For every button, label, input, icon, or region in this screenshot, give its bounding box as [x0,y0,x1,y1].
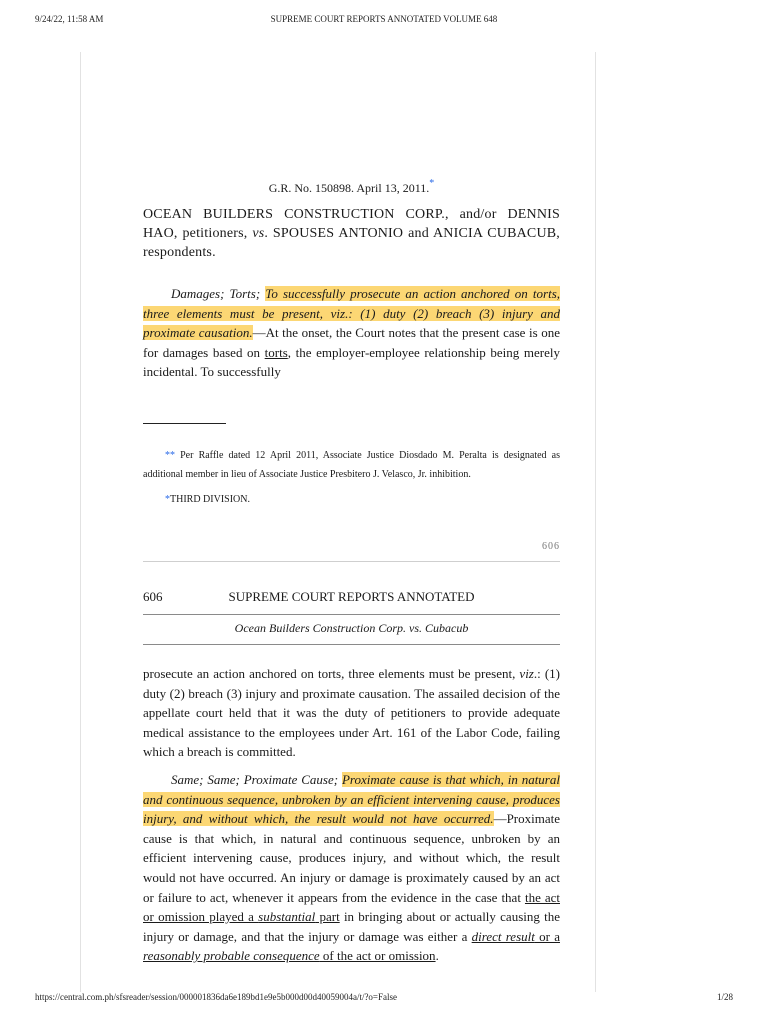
highlight-text: Proximate cause is that which, in natural and continuous sequence, unbroken by an efficient intervening cause, produces injury, and without which, the result would not have occurred. [143,772,560,827]
print-page-count: 1/28 [716,992,733,1002]
case-short-title: Ocean Builders Construction Corp. vs. Cubacub [234,621,469,635]
u2-mid: or a [534,928,560,944]
case-parties [143,205,560,262]
running-header [143,589,560,609]
syllabus-text-end: . [435,948,439,964]
print-title: SUPREME COURT REPORTS ANNOTATED VOLUME 648 [270,14,498,24]
syllabus-paragraph-2 [143,770,560,966]
footnote-text: THIRD DIVISION. [170,494,250,505]
u1-end: part [315,909,340,925]
page-number-marker: 606 [542,541,560,552]
vs-label: vs [252,226,265,241]
syllabus-text: —Proximate cause is that which, in natural and continuous sequence, unbroken by an efficient intervening cause, produces injury, and without which, the result would not have occurred. An injury or damage is proximately caused by an act or failure to act, whenever it appears from the evidence in the case that [143,811,560,905]
running-subtitle-rule [143,644,560,645]
footnote-marker[interactable]: * [165,494,170,505]
gr-number: G.R. No. 150898. April 13, 2011. [268,181,430,195]
continuation-text-end: .: (1) duty (2) breach (3) injury and proximate causation. The assailed decision of the appellate court held that it was the duty of petitioners to provide adequate medical assistance to the employees under Art. 161 of the Labor Code, failing which a breach is committed. [143,666,560,760]
viz-italic: viz [519,666,534,681]
footnote-text: Per Raffle dated 12 April 2011, Associate Justice Diosdado M. Peralta is designated as additional member in lieu of Associate Justice Presbitero J. Velasco, Jr. inhibition. [143,450,560,480]
print-datetime: 9/24/22, 11:58 AM [35,14,104,24]
syllabus-paragraph-1 [143,284,560,382]
syllabus-topic: Damages; Torts; [171,286,266,301]
footnote-2 [143,490,582,509]
highlight-text-end: .: (1) duty (2) breach (3) injury and proximate causation. [143,305,561,341]
syllabus-text-end: , the employer-employee relationship being merely incidental. To successfully [143,344,560,380]
footnote-separator [143,423,226,424]
footnote-marker[interactable]: ** [165,450,175,461]
running-title: SUPREME COURT REPORTS ANNOTATED [228,589,475,604]
u2-italic2: reasonably probable consequence [143,948,320,964]
footnote-ref-star[interactable]: * [429,178,435,189]
highlight-viz: viz [330,305,346,321]
petitioners: OCEAN BUILDERS CONSTRUCTION CORP., and/or DENNIS HAO, petitioners, [143,207,560,241]
u1-text: the act or omission played a [143,889,560,925]
syllabus-text: —At the onset, the Court notes that the present case is one for damages based on [143,325,560,360]
page-divider [143,561,560,562]
u1-italic: substantial [258,909,316,925]
case-number [143,178,560,196]
print-footer [35,992,733,1008]
underlined-torts: torts [264,344,288,360]
continuation-paragraph [143,664,560,762]
continuation-text: prosecute an action anchored on torts, three elements must be present, [143,666,520,681]
running-header-rule [143,614,560,615]
syllabus-text-mid: in bringing about or actually causing the injury or damage, and that the injury or damage was either a [143,909,560,944]
u2-italic: direct result [471,928,535,944]
u3-text: of the act or omission [319,948,436,964]
running-page-number: 606 [143,589,163,604]
print-header [35,14,733,30]
syllabus-topic: Same; Same; Proximate Cause; [171,772,342,787]
highlight-text: To successfully prosecute an action anchored on torts, three elements must be present, [143,286,561,321]
print-url[interactable]: https://central.com.ph/sfsreader/session/000001836da6e189bd1e9e5b000d00d40059004a/t/?o=False [35,992,398,1002]
footnote-1 [143,446,560,484]
respondents: . SPOUSES ANTONIO and ANICIA CUBACUB, respondents. [143,226,561,260]
